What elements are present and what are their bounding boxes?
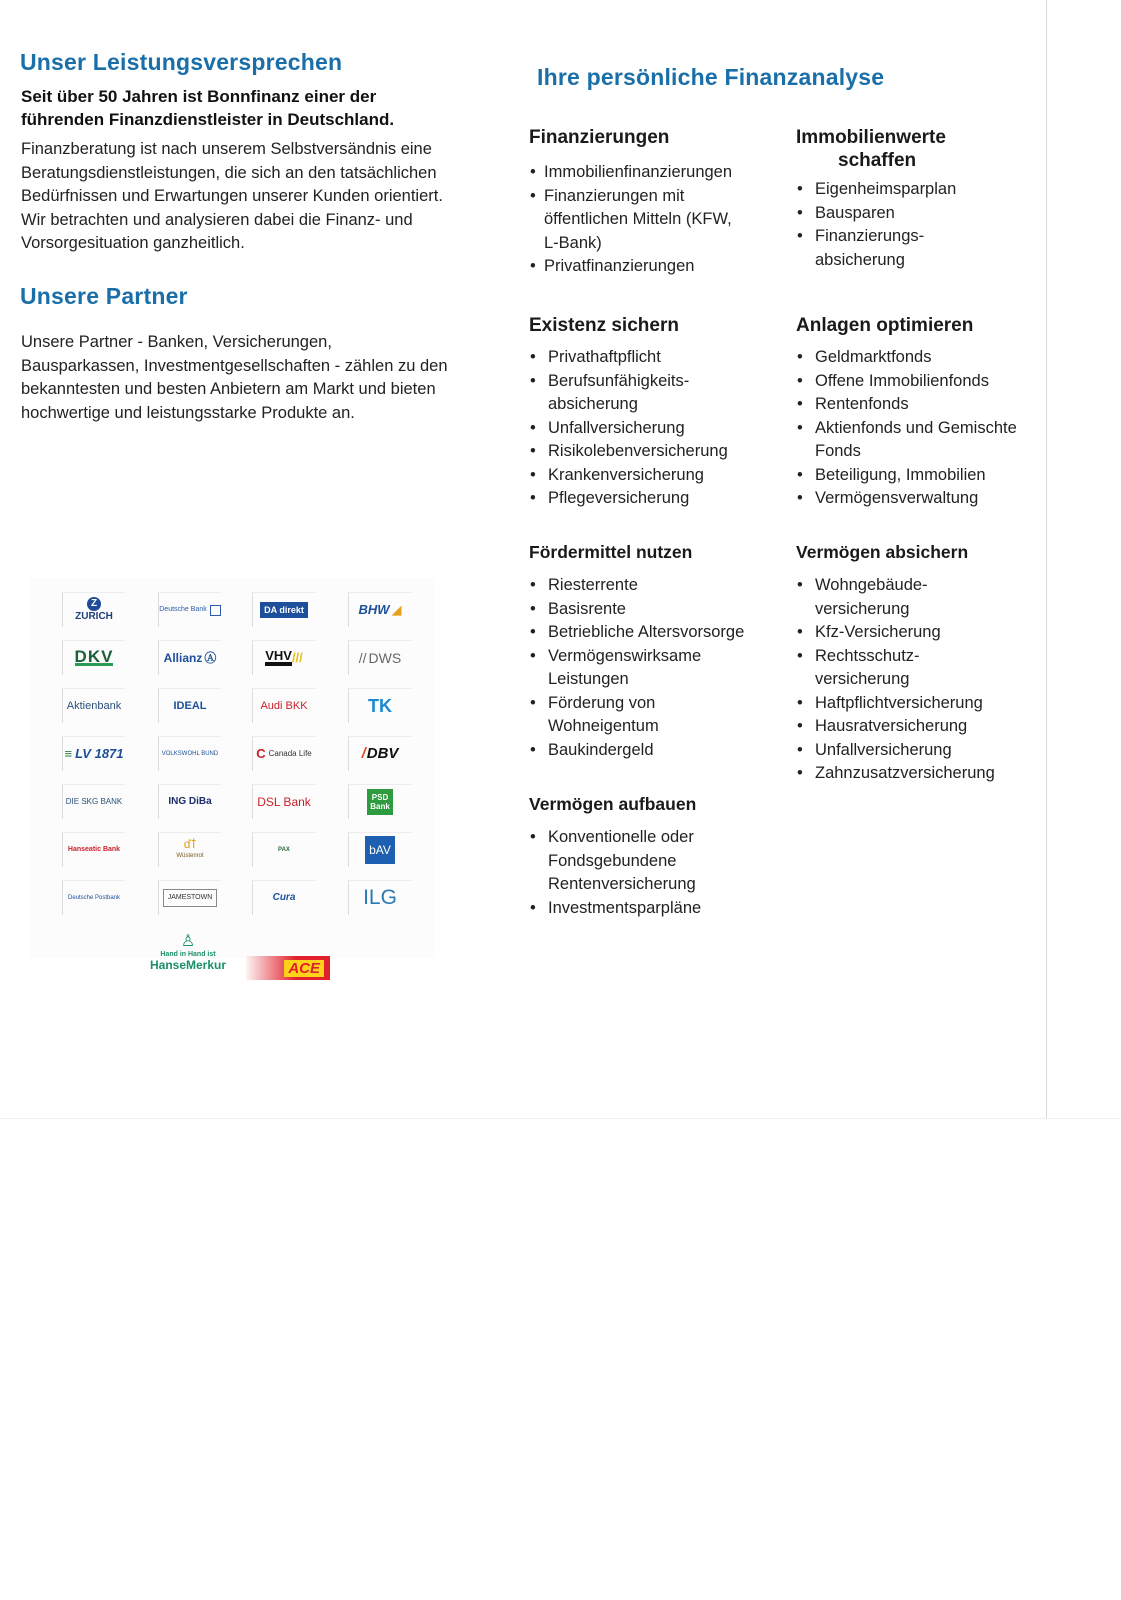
zurich-icon: Z	[87, 597, 101, 611]
wuestenrot-label: Wüstenrot	[176, 853, 204, 859]
bullet-list	[529, 574, 779, 762]
tk-logo	[348, 688, 411, 723]
vhv-icon: ///	[291, 650, 303, 665]
dkv-logo	[62, 640, 125, 675]
wuestenrot-logo	[158, 832, 221, 867]
section-title: Anlagen optimieren	[796, 315, 974, 336]
hanseatic-bank-label: Hanseatic Bank	[67, 846, 121, 853]
dbv-logo	[348, 736, 411, 771]
skg-bank-label: DIE SKG BANK	[65, 797, 123, 806]
list-item: • Bausparen	[796, 202, 996, 226]
ideal-logo	[158, 688, 221, 723]
volkswohl-logo	[158, 736, 221, 771]
bav-label: bAV	[365, 836, 395, 864]
ing-diba-logo	[158, 784, 221, 819]
postbank-logo	[62, 880, 125, 915]
list-item: • Finanzierungs-absicherung	[796, 225, 925, 272]
section-title: Vermögen aufbauen	[529, 794, 697, 814]
canada-life-icon: C	[256, 746, 266, 761]
ideal-label: IDEAL	[173, 700, 207, 712]
list-item: • Wohngebäude-versicherung	[796, 574, 955, 621]
allianz-label: Allianz	[163, 651, 203, 665]
list-item: • Geldmarktfonds	[796, 346, 1041, 370]
postbank-label: Deutsche Postbank	[67, 895, 121, 901]
bav-logo	[348, 832, 411, 867]
section-title: Finanzierungen	[529, 127, 670, 148]
cura-label: Cura	[272, 892, 296, 903]
wuestenrot-icon: ďꝉ	[183, 837, 197, 851]
section-title: Fördermittel nutzen	[529, 542, 693, 562]
list-item: • Basisrente	[529, 598, 779, 622]
bullet-list	[529, 346, 779, 511]
list-item: • Rechtsschutz-versicherung	[796, 645, 935, 692]
tk-label: TK	[368, 696, 392, 716]
deutsche-bank-logo	[158, 592, 221, 627]
list-item: • Risikolebenversicherung	[529, 440, 779, 464]
list-item: • Konventionelle oder Fondsgebundene Rentenversicherung	[529, 826, 723, 897]
dsl-bank-label: DSL Bank	[257, 795, 311, 809]
dws-logo	[348, 640, 411, 675]
section-title-line-2: schaffen	[838, 150, 917, 171]
jamestown-label: JAMESTOWN	[163, 889, 218, 907]
audi-bkk-label: Audi BKK	[260, 700, 308, 712]
section-finanzierungen	[529, 127, 779, 279]
dbv-label: DBV	[366, 745, 399, 762]
skg-bank-logo	[62, 784, 125, 819]
dkv-label: DKV	[74, 646, 114, 666]
section-foerdermittel	[529, 542, 779, 762]
lead-line-2: führenden Finanzdienstleister in Deutschland.	[21, 110, 395, 129]
para-line: Bedürfnissen und Erwartungen unserer Kunden orientiert.	[21, 187, 443, 205]
dsl-bank-logo	[252, 784, 315, 819]
aktienbank-label: Aktienbank	[66, 700, 122, 712]
zurich-logo	[62, 592, 125, 627]
list-item: • Beteiligung, Immobilien	[796, 464, 1041, 488]
section-title: Existenz sichern	[529, 315, 679, 336]
bhw-label: BHW	[358, 602, 390, 617]
canada-life-logo	[252, 736, 315, 771]
zurich-label: ZURICH	[75, 611, 113, 622]
hansemerkur-label: HanseMerkur	[149, 958, 227, 972]
ilg-logo	[348, 880, 411, 915]
list-item: • Kfz-Versicherung	[796, 621, 1041, 645]
dws-label: DWS	[368, 650, 402, 666]
heading-leistungsversprechen: Unser Leistungsversprechen	[20, 49, 343, 75]
dws-icon: //	[358, 650, 367, 666]
para-line: Wir betrachten und analysieren dabei die Finanz- und	[21, 210, 413, 229]
lv1871-label: LV 1871	[75, 746, 124, 761]
cura-logo	[252, 880, 315, 915]
ilg-label: ILG	[363, 886, 397, 909]
list-item: • Privathaftpflicht	[529, 346, 779, 370]
list-item: • Vermögenswirksame Leistungen	[529, 645, 748, 692]
list-item: • Unfallversicherung	[796, 739, 1041, 763]
list-item: • Vermögensverwaltung	[796, 487, 1041, 511]
para-line: hochwertige und leistungsstarke Produkte an.	[21, 403, 355, 422]
partner-paragraph	[21, 331, 491, 425]
list-item: • Haftpflichtversicherung	[796, 692, 1041, 716]
para-line: Unsere Partner - Banken, Versicherungen,	[21, 333, 332, 351]
allianz-logo	[158, 640, 221, 675]
list-item: • Privatfinanzierungen	[529, 255, 779, 279]
dbv-icon: /	[361, 745, 366, 762]
list-item: • Unfallversicherung	[529, 417, 779, 441]
para-line: Finanzberatung ist nach unserem Selbstversändnis eine	[21, 140, 432, 158]
deutsche-bank-label: Deutsche Bank	[159, 606, 207, 613]
list-item: • Aktienfonds und Gemischte Fonds	[796, 417, 1040, 464]
list-item: • Finanzierungen mit öffentlichen Mitteln (KFW, L-Bank)	[529, 185, 749, 256]
list-item: • Förderung von Wohneigentum	[529, 692, 698, 739]
section-immobilienwerte	[796, 127, 1036, 272]
list-item: • Pflegeversicherung	[529, 487, 779, 511]
list-item: • Betriebliche Altersvorsorge	[529, 621, 779, 645]
dadirekt-label: DA direkt	[260, 602, 308, 618]
list-item: • Baukindergeld	[529, 739, 779, 763]
vhv-logo	[252, 640, 315, 675]
list-item: • Hausratversicherung	[796, 715, 1041, 739]
section-existenz	[529, 315, 779, 511]
section-vermoegen-absichern	[796, 542, 1041, 786]
list-item: • Rentenfonds	[796, 393, 1041, 417]
list-item: • Offene Immobilienfonds	[796, 370, 1041, 394]
audi-bkk-logo	[252, 688, 315, 723]
dadirekt-logo	[252, 592, 315, 627]
list-item: • Krankenversicherung	[529, 464, 779, 488]
heading-partner: Unsere Partner	[20, 283, 188, 309]
pax-bank-logo	[252, 832, 315, 867]
pax-bank-label: PAX	[278, 847, 290, 853]
list-item: • Immobilienfinanzierungen	[529, 161, 779, 185]
list-item: • Zahnzusatzversicherung	[796, 762, 1041, 786]
hansemerkur-logo	[142, 934, 234, 972]
list-item: • Riesterrente	[529, 574, 779, 598]
para-line: Vorsorgesituation ganzheitlich.	[21, 234, 245, 252]
partner-logo-grid	[30, 578, 435, 977]
para-line: bekanntesten und besten Anbietern am Markt und bieten	[21, 380, 436, 398]
psd-bank-logo	[348, 784, 411, 819]
bullet-list	[529, 161, 779, 279]
list-item: • Berufsunfähigkeits-absicherung	[529, 370, 718, 417]
ace-logo	[246, 956, 330, 980]
page-edge-line	[1046, 0, 1047, 1118]
jamestown-logo	[158, 880, 221, 915]
psd-bank-label: PSD Bank	[367, 789, 393, 815]
lv1871-icon: ≡	[64, 746, 73, 761]
aktienbank-logo	[62, 688, 125, 723]
bhw-logo	[348, 592, 411, 627]
section-vermoegen-aufbauen	[529, 794, 779, 920]
vhv-label: VHV	[265, 650, 292, 666]
section-title-line-1: Immobilienwerte	[796, 127, 946, 148]
heading-finanzanalyse: Ihre persönliche Finanzanalyse	[537, 64, 885, 90]
lead-line-1: Seit über 50 Jahren ist Bonnfinanz einer der	[21, 87, 377, 106]
deutsche-bank-icon	[210, 605, 221, 616]
para-line: Bausparkassen, Investmentgesellschaften - zählen zu den	[21, 356, 448, 375]
section-title: Vermögen absichern	[796, 542, 969, 562]
volkswohl-label: VOLKSWOHL BUND	[161, 751, 219, 757]
bullet-list	[796, 346, 1041, 511]
section-anlagen	[796, 315, 1041, 511]
para-line: Beratungsdienstleistungen, die sich an den tatsächlichen	[21, 163, 437, 182]
bullet-list	[796, 574, 1041, 786]
hansemerkur-icon: ♙	[180, 933, 196, 950]
lv1871-logo	[62, 736, 125, 771]
bullet-list	[796, 178, 996, 272]
intro-paragraph	[21, 138, 491, 256]
page-bottom-edge	[0, 1118, 1121, 1119]
allianz-icon: Ⓐ	[204, 651, 217, 665]
bullet-list	[529, 826, 779, 920]
hansemerkur-slogan: Hand in Hand ist	[160, 951, 216, 958]
hanseatic-bank-logo	[62, 832, 125, 867]
ing-diba-label: ING DiBa	[168, 796, 212, 807]
canada-life-label: Canada Life	[268, 749, 312, 758]
ace-label: ACE	[284, 960, 324, 977]
bhw-icon: ◢	[391, 602, 402, 617]
list-item: • Eigenheimsparplan	[796, 178, 996, 202]
list-item: • Investmentsparpläne	[529, 897, 779, 921]
